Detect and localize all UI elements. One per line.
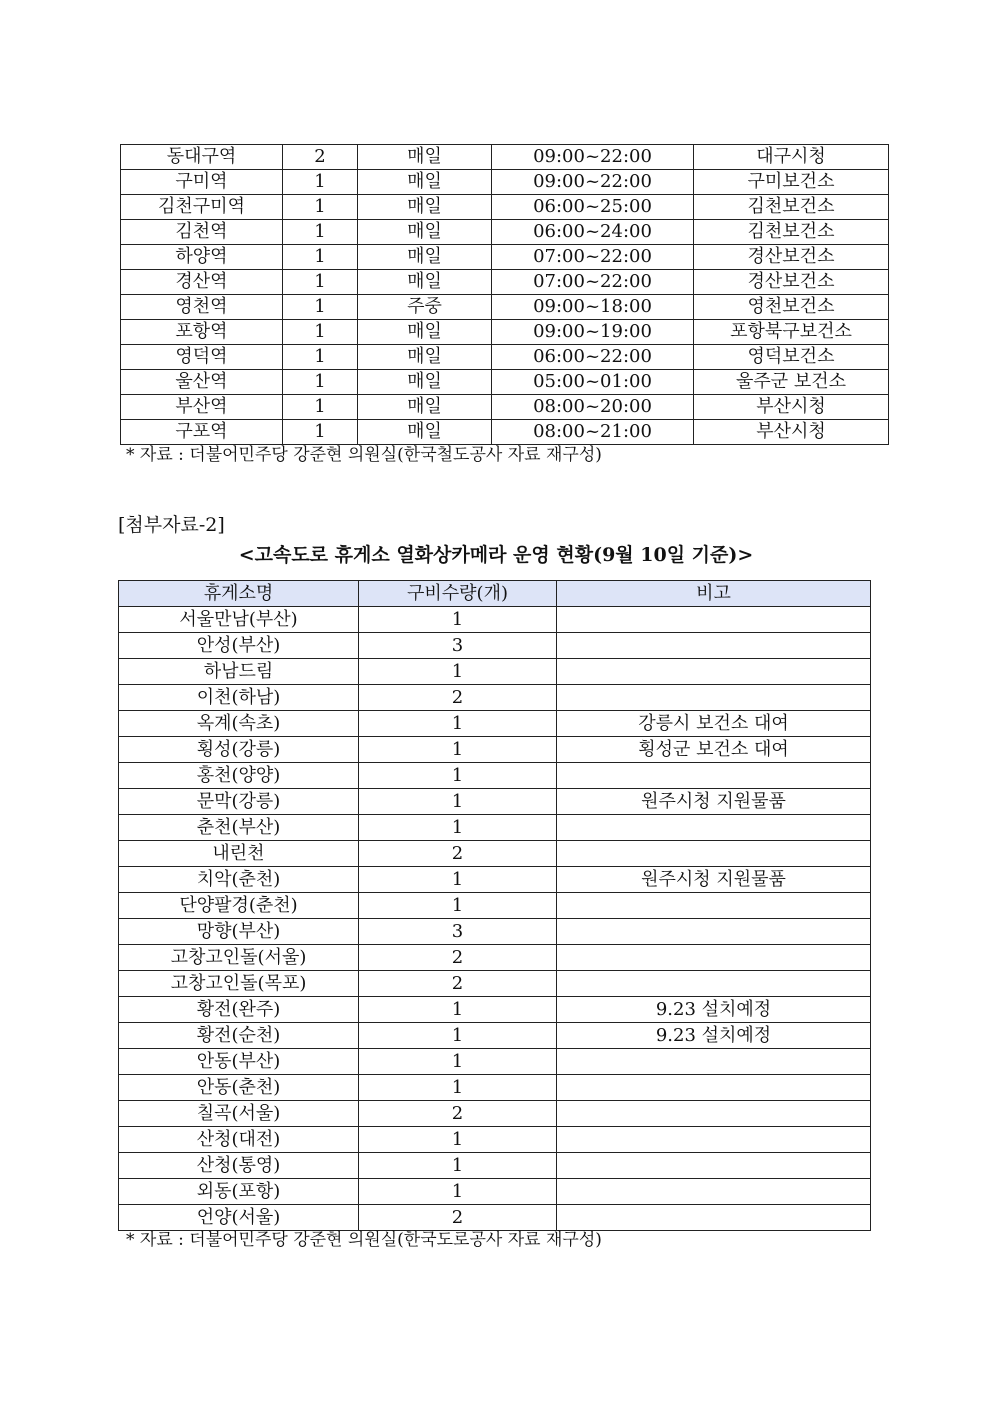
operation-days-cell: 매일	[358, 370, 492, 395]
operation-hours-cell: 09:00~22:00	[492, 145, 694, 170]
table-row	[119, 841, 871, 867]
rest-area-name-cell: 서울만남(부산)	[119, 607, 359, 633]
quantity-cell: 1	[359, 1179, 557, 1205]
quantity-cell: 1	[359, 893, 557, 919]
station-name-cell: 하양역	[121, 245, 283, 270]
quantity-cell: 1	[359, 1049, 557, 1075]
operation-hours-cell: 06:00~25:00	[492, 195, 694, 220]
rest-area-name-cell: 안성(부산)	[119, 633, 359, 659]
remarks-cell	[557, 633, 871, 659]
table-row	[119, 685, 871, 711]
quantity-cell: 1	[359, 789, 557, 815]
attachment-label: [첨부자료-2]	[118, 514, 225, 536]
managing-agency-cell: 영천보건소	[694, 295, 889, 320]
station-name-cell: 포항역	[121, 320, 283, 345]
operation-days-cell: 매일	[358, 170, 492, 195]
table-header-row	[119, 581, 871, 607]
operation-days-cell: 매일	[358, 145, 492, 170]
operation-hours-cell: 07:00~22:00	[492, 245, 694, 270]
rest-table-body	[119, 607, 871, 1231]
camera-count-cell: 1	[283, 195, 358, 220]
table-row	[121, 270, 889, 295]
camera-count-cell: 1	[283, 420, 358, 445]
quantity-cell: 1	[359, 763, 557, 789]
table-row	[121, 170, 889, 195]
table-row	[121, 145, 889, 170]
rest-area-name-cell: 칠곡(서울)	[119, 1101, 359, 1127]
remarks-cell	[557, 1153, 871, 1179]
operation-hours-cell: 09:00~22:00	[492, 170, 694, 195]
quantity-cell: 2	[359, 945, 557, 971]
table-row	[119, 711, 871, 737]
table-row	[119, 633, 871, 659]
remarks-cell: 원주시청 지원물품	[557, 867, 871, 893]
camera-count-cell: 2	[283, 145, 358, 170]
table-row	[119, 945, 871, 971]
rest-area-name-cell: 언양(서울)	[119, 1205, 359, 1231]
quantity-cell: 1	[359, 711, 557, 737]
remarks-cell: 원주시청 지원물품	[557, 789, 871, 815]
operation-days-cell: 매일	[358, 245, 492, 270]
quantity-cell: 1	[359, 659, 557, 685]
table-row	[119, 1153, 871, 1179]
quantity-cell: 1	[359, 737, 557, 763]
managing-agency-cell: 경산보건소	[694, 245, 889, 270]
remarks-cell	[557, 1075, 871, 1101]
table-row	[121, 220, 889, 245]
remarks-cell: 9.23 설치예정	[557, 997, 871, 1023]
table-row	[119, 997, 871, 1023]
quantity-cell: 2	[359, 971, 557, 997]
table-row	[119, 1179, 871, 1205]
remarks-cell	[557, 1179, 871, 1205]
managing-agency-cell: 경산보건소	[694, 270, 889, 295]
table-row	[119, 1075, 871, 1101]
table-row	[119, 1101, 871, 1127]
operation-days-cell: 매일	[358, 220, 492, 245]
remarks-cell	[557, 815, 871, 841]
managing-agency-cell: 울주군 보건소	[694, 370, 889, 395]
camera-count-cell: 1	[283, 245, 358, 270]
station-name-cell: 구포역	[121, 420, 283, 445]
source-note-expressway: * 자료 : 더불어민주당 강준현 의원실(한국도로공사 자료 재구성)	[126, 1230, 602, 1250]
table-row	[119, 971, 871, 997]
camera-count-cell: 1	[283, 170, 358, 195]
managing-agency-cell: 대구시청	[694, 145, 889, 170]
operation-hours-cell: 08:00~20:00	[492, 395, 694, 420]
rest-area-name-cell: 단양팔경(춘천)	[119, 893, 359, 919]
remarks-cell	[557, 659, 871, 685]
header-rest-area-name: 휴게소명	[119, 581, 359, 607]
operation-hours-cell: 07:00~22:00	[492, 270, 694, 295]
rest-area-name-cell: 망향(부산)	[119, 919, 359, 945]
rest-area-name-cell: 산청(통영)	[119, 1153, 359, 1179]
rest-area-name-cell: 홍천(양양)	[119, 763, 359, 789]
operation-days-cell: 매일	[358, 395, 492, 420]
managing-agency-cell: 김천보건소	[694, 220, 889, 245]
table-row	[119, 789, 871, 815]
station-name-cell: 구미역	[121, 170, 283, 195]
station-name-cell: 김천역	[121, 220, 283, 245]
station-camera-table	[120, 144, 889, 445]
managing-agency-cell: 영덕보건소	[694, 345, 889, 370]
quantity-cell: 1	[359, 1127, 557, 1153]
remarks-cell	[557, 919, 871, 945]
remarks-cell	[557, 763, 871, 789]
header-quantity: 구비수량(개)	[359, 581, 557, 607]
operation-days-cell: 매일	[358, 270, 492, 295]
table-row	[119, 763, 871, 789]
rest-area-name-cell: 하남드림	[119, 659, 359, 685]
rest-area-name-cell: 횡성(강릉)	[119, 737, 359, 763]
table-row	[119, 1127, 871, 1153]
remarks-cell	[557, 841, 871, 867]
remarks-cell	[557, 1101, 871, 1127]
rest-area-name-cell: 외동(포항)	[119, 1179, 359, 1205]
quantity-cell: 1	[359, 867, 557, 893]
source-note-railway: * 자료 : 더불어민주당 강준현 의원실(한국철도공사 자료 재구성)	[126, 445, 602, 465]
camera-count-cell: 1	[283, 320, 358, 345]
camera-count-cell: 1	[283, 270, 358, 295]
operation-days-cell: 매일	[358, 320, 492, 345]
rest-area-camera-table	[118, 580, 871, 1231]
table-row	[119, 867, 871, 893]
quantity-cell: 2	[359, 685, 557, 711]
header-remarks: 비고	[557, 581, 871, 607]
rest-area-name-cell: 문막(강릉)	[119, 789, 359, 815]
managing-agency-cell: 부산시청	[694, 395, 889, 420]
quantity-cell: 1	[359, 1075, 557, 1101]
quantity-cell: 1	[359, 607, 557, 633]
remarks-cell	[557, 607, 871, 633]
remarks-cell: 9.23 설치예정	[557, 1023, 871, 1049]
remarks-cell	[557, 945, 871, 971]
quantity-cell: 3	[359, 633, 557, 659]
quantity-cell: 1	[359, 1023, 557, 1049]
camera-count-cell: 1	[283, 395, 358, 420]
operation-days-cell: 매일	[358, 345, 492, 370]
operation-hours-cell: 06:00~22:00	[492, 345, 694, 370]
table-row	[119, 1049, 871, 1075]
operation-hours-cell: 06:00~24:00	[492, 220, 694, 245]
camera-count-cell: 1	[283, 220, 358, 245]
station-name-cell: 부산역	[121, 395, 283, 420]
table-row	[121, 295, 889, 320]
rest-area-name-cell: 내린천	[119, 841, 359, 867]
table-row	[121, 345, 889, 370]
remarks-cell	[557, 893, 871, 919]
remarks-cell	[557, 1205, 871, 1231]
rest-area-name-cell: 안동(춘천)	[119, 1075, 359, 1101]
station-table-body	[121, 145, 889, 445]
rest-area-name-cell: 고창고인돌(목포)	[119, 971, 359, 997]
quantity-cell: 1	[359, 815, 557, 841]
remarks-cell	[557, 685, 871, 711]
table-row	[119, 893, 871, 919]
table-row	[121, 370, 889, 395]
managing-agency-cell: 포항북구보건소	[694, 320, 889, 345]
table-row	[119, 919, 871, 945]
managing-agency-cell: 김천보건소	[694, 195, 889, 220]
table-row	[119, 737, 871, 763]
table-row	[119, 607, 871, 633]
table-row	[121, 195, 889, 220]
table-row	[121, 245, 889, 270]
operation-hours-cell: 08:00~21:00	[492, 420, 694, 445]
camera-count-cell: 1	[283, 295, 358, 320]
operation-days-cell: 매일	[358, 195, 492, 220]
rest-area-name-cell: 치악(춘천)	[119, 867, 359, 893]
operation-days-cell: 주중	[358, 295, 492, 320]
managing-agency-cell: 부산시청	[694, 420, 889, 445]
quantity-cell: 1	[359, 997, 557, 1023]
table-row	[119, 659, 871, 685]
managing-agency-cell: 구미보건소	[694, 170, 889, 195]
rest-area-name-cell: 산청(대전)	[119, 1127, 359, 1153]
rest-area-name-cell: 황전(완주)	[119, 997, 359, 1023]
quantity-cell: 2	[359, 1205, 557, 1231]
rest-area-name-cell: 춘천(부산)	[119, 815, 359, 841]
operation-hours-cell: 09:00~19:00	[492, 320, 694, 345]
station-name-cell: 영천역	[121, 295, 283, 320]
quantity-cell: 1	[359, 1153, 557, 1179]
quantity-cell: 3	[359, 919, 557, 945]
remarks-cell	[557, 1127, 871, 1153]
operation-hours-cell: 09:00~18:00	[492, 295, 694, 320]
table-row	[121, 320, 889, 345]
camera-count-cell: 1	[283, 345, 358, 370]
table-row	[121, 395, 889, 420]
quantity-cell: 2	[359, 1101, 557, 1127]
station-name-cell: 경산역	[121, 270, 283, 295]
remarks-cell	[557, 1049, 871, 1075]
table-row	[119, 1023, 871, 1049]
rest-area-name-cell: 옥계(속초)	[119, 711, 359, 737]
rest-area-name-cell: 안동(부산)	[119, 1049, 359, 1075]
remarks-cell: 강릉시 보건소 대여	[557, 711, 871, 737]
station-name-cell: 동대구역	[121, 145, 283, 170]
station-name-cell: 울산역	[121, 370, 283, 395]
station-name-cell: 김천구미역	[121, 195, 283, 220]
operation-hours-cell: 05:00~01:00	[492, 370, 694, 395]
station-name-cell: 영덕역	[121, 345, 283, 370]
rest-area-name-cell: 이천(하남)	[119, 685, 359, 711]
camera-count-cell: 1	[283, 370, 358, 395]
attachment-title: <고속도로 휴게소 열화상카메라 운영 현황(9월 10일 기준)>	[238, 544, 754, 566]
quantity-cell: 2	[359, 841, 557, 867]
remarks-cell: 횡성군 보건소 대여	[557, 737, 871, 763]
remarks-cell	[557, 971, 871, 997]
operation-days-cell: 매일	[358, 420, 492, 445]
rest-area-name-cell: 황전(순천)	[119, 1023, 359, 1049]
table-row	[119, 815, 871, 841]
rest-area-name-cell: 고창고인돌(서울)	[119, 945, 359, 971]
